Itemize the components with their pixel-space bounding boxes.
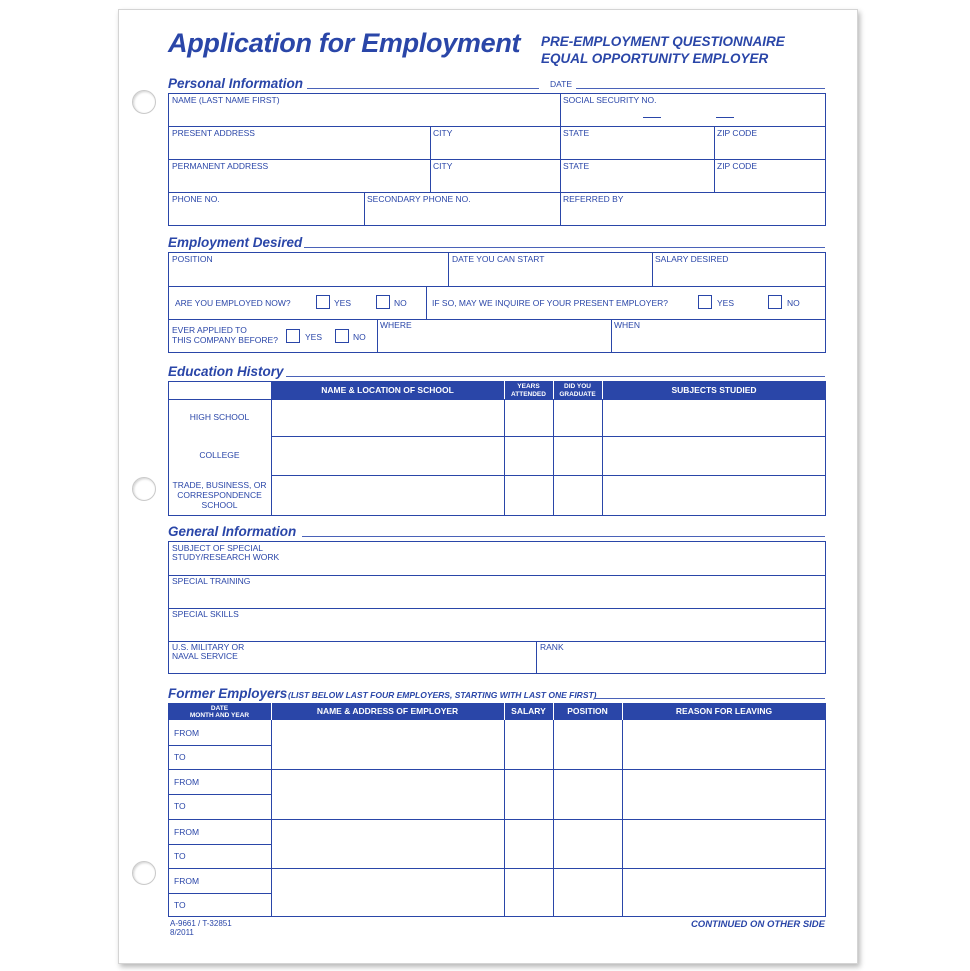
inquire-yes-checkbox[interactable] (698, 295, 712, 309)
col-divider (504, 399, 505, 516)
row-divider (168, 575, 826, 576)
to-label: TO (174, 900, 186, 910)
date-line[interactable] (576, 88, 825, 89)
employed-yes-label: YES (334, 298, 352, 308)
section-title-employment: Employment Desired (168, 235, 303, 250)
date-column-header-2: MONTH AND YEAR (189, 712, 250, 719)
from-label: FROM (174, 827, 200, 837)
col-divider (448, 252, 449, 286)
to-label: TO (174, 851, 186, 861)
section-rule (594, 698, 825, 699)
row-divider (168, 159, 826, 160)
section-rule (304, 247, 825, 248)
row-divider (168, 399, 826, 400)
from-label: FROM (174, 777, 200, 787)
rank-label: RANK (540, 642, 564, 652)
from-to-divider (168, 844, 271, 845)
row-divider (168, 868, 826, 869)
col-divider (602, 399, 603, 516)
start-date-label: DATE YOU CAN START (452, 254, 545, 264)
form-date: 8/2011 (170, 928, 194, 937)
former-employers-note: (LIST BELOW LAST FOUR EMPLOYERS, STARTING WITH LAST ONE FIRST) (288, 690, 597, 700)
inquire-no-checkbox[interactable] (768, 295, 782, 309)
school-column-header: NAME & LOCATION OF SCHOOL (321, 385, 454, 395)
col-divider (430, 126, 431, 192)
section-rule (286, 376, 825, 377)
when-label: WHEN (614, 320, 640, 330)
employed-no-checkbox[interactable] (376, 295, 390, 309)
row-divider (168, 608, 826, 609)
col-divider (271, 381, 272, 516)
secondary-phone-label: SECONDARY PHONE NO. (367, 194, 471, 204)
salary-column-header: SALARY (511, 706, 546, 716)
position-label: POSITION (172, 254, 213, 264)
col-divider (611, 319, 612, 353)
employed-yes-checkbox[interactable] (316, 295, 330, 309)
military-label-2: NAVAL SERVICE (172, 651, 238, 661)
row-label-trade-1: TRADE, BUSINESS, OR (172, 480, 267, 490)
present-address-label: PRESENT ADDRESS (172, 128, 255, 138)
to-label: TO (174, 752, 186, 762)
applied-before-question-line1: EVER APPLIED TO (172, 325, 247, 335)
inquire-no-label: NO (787, 298, 800, 308)
where-label: WHERE (380, 320, 412, 330)
row-divider (271, 436, 826, 437)
present-state-label: STATE (563, 128, 590, 138)
date-column-header-1: DATE (210, 705, 229, 712)
present-zip-label: ZIP CODE (717, 128, 757, 138)
row-label-high-school: HIGH SCHOOL (189, 412, 250, 422)
row-label-trade-3: SCHOOL (201, 500, 238, 510)
col-divider (553, 399, 554, 516)
form-code: A-9661 / T-32851 (170, 919, 232, 928)
section-title-education: Education History (168, 364, 284, 379)
section-title-general: General Information (168, 524, 297, 539)
referred-by-label: REFERRED BY (563, 194, 624, 204)
date-label: DATE (550, 79, 573, 89)
form-title: Application for Employment (168, 28, 521, 58)
col-divider (560, 93, 561, 226)
graduate-column-header-2: GRADUATE (559, 391, 596, 398)
military-label-1: U.S. MILITARY OR (172, 642, 245, 652)
subjects-column-header: SUBJECTS STUDIED (671, 385, 757, 395)
applied-before-question-line2: THIS COMPANY BEFORE? (172, 335, 278, 345)
col-divider (714, 126, 715, 192)
to-label: TO (174, 801, 186, 811)
section-title-former: Former Employers (168, 686, 288, 701)
from-label: FROM (174, 728, 200, 738)
row-divider (168, 192, 826, 193)
col-divider (364, 192, 365, 226)
permanent-state-label: STATE (563, 161, 590, 171)
employed-no-label: NO (394, 298, 407, 308)
from-label: FROM (174, 876, 200, 886)
form-subtitle-1: PRE-EMPLOYMENT QUESTIONNAIRE (541, 34, 785, 49)
from-to-divider (168, 745, 271, 746)
col-divider (536, 641, 537, 674)
salary-desired-label: SALARY DESIRED (655, 254, 729, 264)
col-divider (652, 252, 653, 286)
special-training-label: SPECIAL TRAINING (172, 576, 251, 586)
col-divider (426, 286, 427, 319)
ssn-label: SOCIAL SECURITY NO. (563, 95, 657, 105)
reason-column-header: REASON FOR LEAVING (675, 706, 773, 716)
from-to-divider (168, 893, 271, 894)
binder-hole (132, 861, 156, 885)
position-column-header: POSITION (567, 706, 608, 716)
former-employers-table (168, 703, 826, 917)
present-city-label: CITY (433, 128, 453, 138)
phone-label: PHONE NO. (172, 194, 220, 204)
permanent-address-label: PERMANENT ADDRESS (172, 161, 269, 171)
row-label-college: COLLEGE (199, 450, 240, 460)
row-divider (168, 769, 826, 770)
employer-column-header: NAME & ADDRESS OF EMPLOYER (316, 706, 459, 716)
binder-hole (132, 90, 156, 114)
row-divider (271, 475, 826, 476)
from-to-divider (168, 794, 271, 795)
inquire-question: IF SO, MAY WE INQUIRE OF YOUR PRESENT EMPLOYER? (432, 298, 668, 308)
section-rule (307, 88, 539, 89)
row-divider (168, 126, 826, 127)
permanent-city-label: CITY (433, 161, 453, 171)
years-column-header-2: ATTENDED (511, 391, 546, 398)
years-column-header-1: YEARS (517, 383, 540, 390)
special-study-label-1: SUBJECT OF SPECIAL (172, 543, 264, 553)
name-label: NAME (LAST NAME FIRST) (172, 95, 280, 105)
applied-yes-checkbox[interactable] (286, 329, 300, 343)
col-divider (377, 319, 378, 353)
row-divider (168, 641, 826, 642)
special-skills-label: SPECIAL SKILLS (172, 609, 239, 619)
applied-no-label: NO (353, 332, 366, 342)
special-study-label-2: STUDY/RESEARCH WORK (172, 552, 280, 562)
applied-no-checkbox[interactable] (335, 329, 349, 343)
permanent-zip-label: ZIP CODE (717, 161, 757, 171)
section-title-personal: Personal Information (168, 76, 304, 91)
row-divider (168, 286, 826, 287)
applied-yes-label: YES (305, 332, 323, 342)
continued-note: CONTINUED ON OTHER SIDE (690, 919, 825, 930)
binder-hole (132, 477, 156, 501)
inquire-yes-label: YES (717, 298, 735, 308)
ssn-dash (716, 117, 734, 118)
form-subtitle-2: EQUAL OPPORTUNITY EMPLOYER (541, 51, 769, 66)
section-rule (302, 536, 825, 537)
row-divider (168, 319, 826, 320)
graduate-column-header-1: DID YOU (564, 383, 591, 390)
row-label-trade-2: CORRESPONDENCE (177, 490, 262, 500)
row-divider (168, 819, 826, 820)
ssn-dash (643, 117, 661, 118)
employed-now-question: ARE YOU EMPLOYED NOW? (175, 298, 291, 308)
